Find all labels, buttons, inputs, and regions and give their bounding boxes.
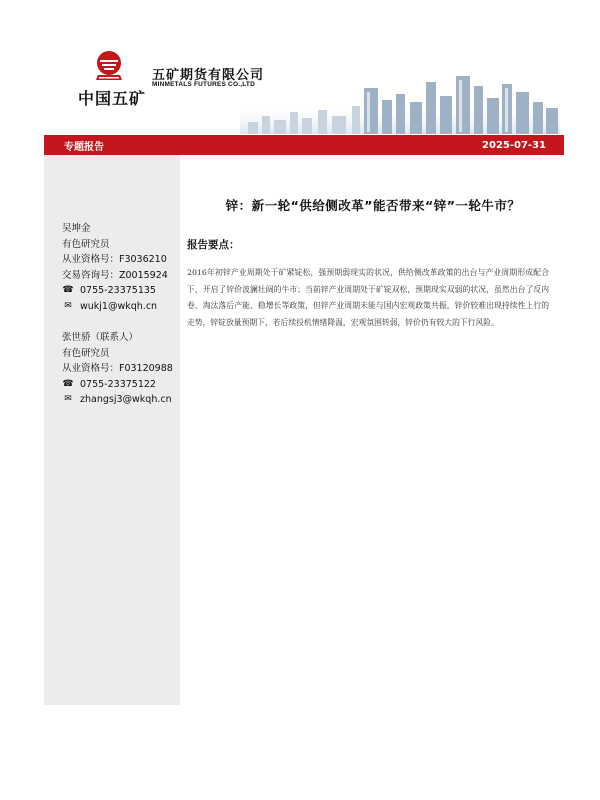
minmetals-emblem-icon	[94, 50, 124, 82]
author-name: 张世骄（联系人）	[62, 332, 139, 343]
author-name: 吴坤金	[62, 223, 91, 234]
author-role: 有色研究员	[62, 347, 110, 359]
author-phone-row	[62, 377, 173, 393]
author-card-2	[62, 330, 173, 408]
author-consult-number: 交易咨询号：Z0015924	[62, 269, 168, 281]
brand-name: 中国五矿	[78, 89, 147, 108]
report-date: 2025-07-31	[482, 139, 546, 151]
author-email-row	[62, 392, 173, 408]
author-phone: 0755-23375122	[80, 378, 156, 390]
report-type-label: 专题报告	[64, 141, 104, 153]
author-phone-row	[62, 283, 168, 299]
report-header	[0, 0, 600, 135]
phone-icon: ☎	[62, 378, 74, 389]
company-name-en: MINMETALS FUTURES CO.,LTD	[152, 81, 255, 88]
author-card-1	[62, 221, 168, 314]
report-title: 锌：新一轮“供给侧改革”能否带来“锌”一轮牛市？	[225, 198, 521, 213]
author-phone: 0755-23375135	[80, 285, 156, 296]
report-banner	[44, 135, 564, 155]
author-license: 从业资格号：F03120988	[62, 363, 173, 374]
author-email[interactable]: zhangsj3@wkqh.cn	[80, 394, 172, 405]
summary-paragraph: 2016年初锌产业周期处于矿紧锭松，强预期弱现实的状况，供给侧改革政策的出台与产业周期形成配合下，开启了锌价波澜壮阔的牛市；当前锌产业周期处于矿锭双松，预期现实双弱的状况，虽然出台了反内卷、淘汰落后产能、稳增长等政策，但锌产业周期未能与国内宏观政策共振，锌价较难出现持续性上行的走势，锌锭放量预期下，若后续投机情绪降温，宏观氛围转弱，锌价仍有较大的下行风险。	[187, 268, 549, 327]
city-skyline-image	[240, 72, 560, 134]
company-name-cn: 五矿期货有限公司	[152, 68, 265, 83]
envelope-icon: ✉	[64, 300, 72, 311]
summary-heading: 报告要点：	[187, 239, 240, 251]
envelope-icon: ✉	[64, 394, 72, 404]
author-role: 有色研究员	[62, 238, 110, 250]
phone-icon: ☎	[62, 285, 74, 295]
author-license: 从业资格号：F3036210	[62, 254, 167, 265]
author-email-row	[62, 299, 168, 315]
author-email[interactable]: wukj1@wkqh.cn	[80, 300, 158, 312]
